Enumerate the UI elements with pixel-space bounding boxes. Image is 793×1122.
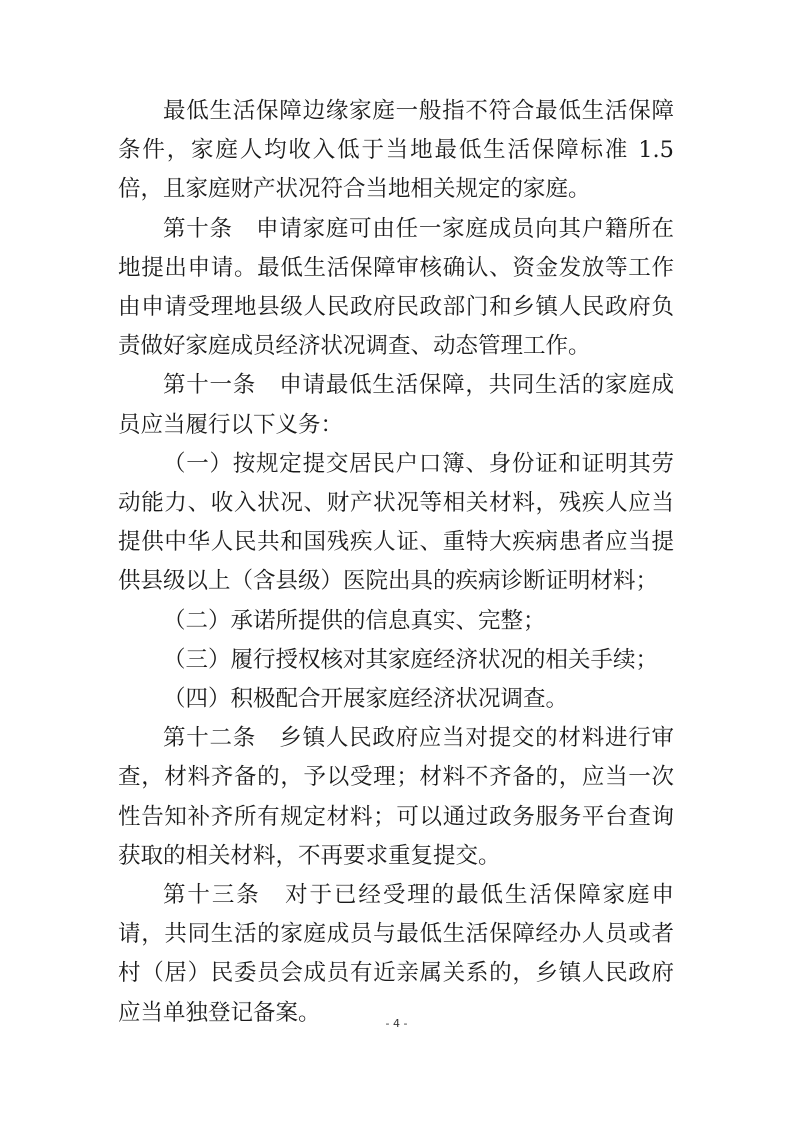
page-number: - 4 - xyxy=(385,1017,408,1030)
paragraph-article-10 xyxy=(118,210,674,367)
paragraph-text: 对于已经受理的最低生活保障家庭申请，共同生活的家庭成员与最低生活保障经办人员或者村（居）民委员会成员有近亲属关系的，乡镇人民政府应当单独登记备案。 xyxy=(118,882,674,1026)
paragraph-text: （一）按规定提交居民户口簿、身份证和证明其劳动能力、收入状况、财产状况等相关材料，残疾人应当提供中华人民共和国残疾人证、重特大疾病患者应当提供县级以上（含县级）医院出具的疾病诊断证明材料； xyxy=(118,450,674,595)
paragraph-low-income-margin-definition xyxy=(118,92,674,210)
paragraph-article-12 xyxy=(118,719,674,876)
article-number: 第十三条 xyxy=(163,882,261,909)
list-item-obligation-4 xyxy=(118,680,674,719)
article-number: 第十二条 xyxy=(163,725,257,752)
document-body xyxy=(118,92,674,1033)
paragraph-text: 申请最低生活保障，共同生活的家庭成员应当履行以下义务： xyxy=(118,372,674,438)
paragraph-text: （二）承诺所提供的信息真实、完整； xyxy=(163,607,546,634)
paragraph-article-11 xyxy=(118,366,674,444)
list-item-obligation-2 xyxy=(118,602,674,641)
list-item-obligation-3 xyxy=(118,641,674,680)
article-number: 第十一条 xyxy=(163,372,257,399)
article-number: 第十条 xyxy=(163,215,233,242)
paragraph-text: 最低生活保障边缘家庭一般指不符合最低生活保障条件，家庭人均收入低于当地最低生活保障标准 1.5 倍，且家庭财产状况符合当地相关规定的家庭。 xyxy=(118,98,674,203)
paragraph-text: （三）履行授权核对其家庭经济状况的相关手续； xyxy=(163,646,659,673)
paragraph-text: 乡镇人民政府应当对提交的材料进行审查，材料齐备的，予以受理；材料不齐备的，应当一次性告知补齐所有规定材料；可以通过政务服务平台查询获取的相关材料，不再要求重复提交。 xyxy=(118,725,674,869)
paragraph-text: （四）积极配合开展家庭经济状况调查。 xyxy=(163,686,569,713)
list-item-obligation-1 xyxy=(118,445,674,602)
paragraph-article-13 xyxy=(118,876,674,1033)
paragraph-text: 申请家庭可由任一家庭成员向其户籍所在地提出申请。最低生活保障审核确认、资金发放等工作由申请受理地县级人民政府民政部门和乡镇人民政府负责做好家庭成员经济状况调查、动态管理工作。 xyxy=(118,215,674,360)
